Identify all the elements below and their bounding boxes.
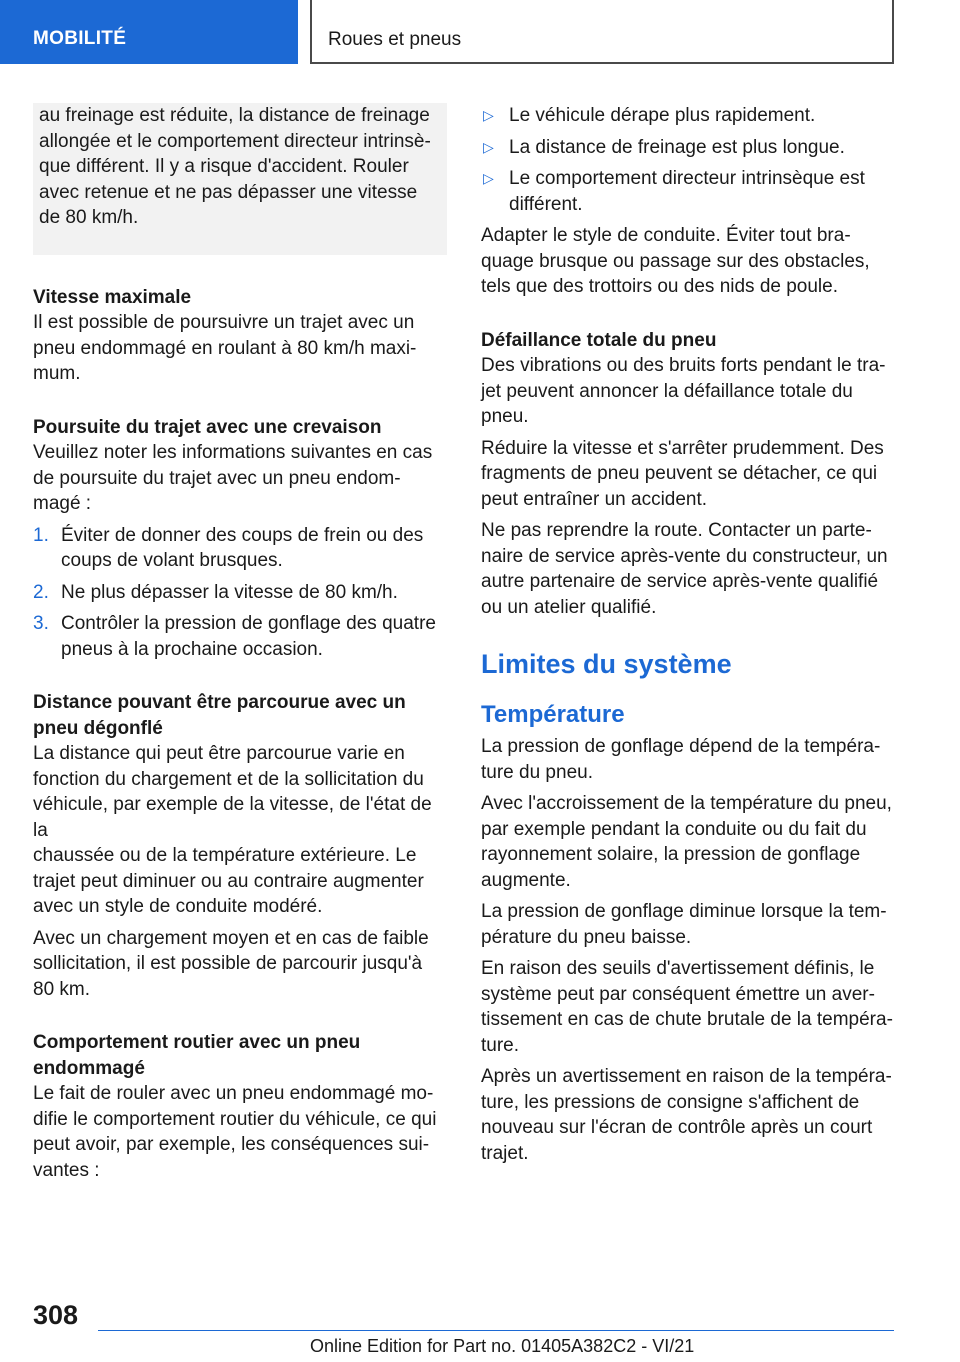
- list-item: [481, 135, 897, 161]
- header-section-tab: [0, 0, 298, 64]
- poursuite-text: Veuillez noter les informations suivantes en cas de poursuite du trajet avec un pneu endom‐ magé :: [33, 442, 433, 514]
- temperature-text-3: La pression de gonflage diminue lorsque la tem‐ pérature du pneu baisse.: [481, 901, 887, 948]
- step-text: Ne plus dépasser la vitesse de 80 km/h.: [61, 581, 398, 603]
- steps-list: [33, 523, 449, 663]
- temperature-heading: Température: [481, 701, 625, 728]
- temperature-text-2: Avec l'accroissement de la température du pneu, par exemple pendant la conduite ou du fait du rayonnement solaire, la pression de gonflage augmente.: [481, 793, 892, 891]
- list-item: [481, 166, 897, 217]
- distance-text-2: Avec un chargement moyen et en cas de faible sollicitation, il est possible de parcourir jusqu'à 80 km.: [33, 927, 429, 1000]
- defaillance-text-1: Des vibrations ou des bruits forts pendant le tra‐ jet peuvent annoncer la défaillance totale du pneu.: [481, 355, 886, 427]
- right-column: [481, 103, 897, 1172]
- temperature-text-1: La pression de gonflage dépend de la tempéra‐ ture du pneu.: [481, 736, 881, 783]
- defaillance-text-2: Réduire la vitesse et s'arrêter prudemment. Des fragments de pneu peuvent se détacher, ce qui peut entraîner un accident.: [481, 437, 884, 510]
- step-number: 3.: [33, 613, 49, 634]
- consequence-text: Le véhicule dérape plus rapidement.: [509, 105, 816, 126]
- comport-text: Le fait de rouler avec un pneu endommagé mo‐ difie le comportement routier du véhicule, ce qui peut avoir, par exemple, les conséquences sui‐ vantes :: [33, 1083, 437, 1181]
- triangle-right-icon: ▷: [483, 170, 494, 186]
- defaillance-heading: Défaillance totale du pneu: [481, 329, 717, 351]
- left-column: [33, 103, 449, 1189]
- temperature-text-4: En raison des seuils d'avertissement définis, le système peut par conséquent émettre un aver‐ tissement en cas de chute brutale de la tempéra‐ ture.: [481, 958, 893, 1056]
- distance-heading: Distance pouvant être parcourue avec un pneu dégonflé: [33, 692, 406, 739]
- header-topic-label: Roues et pneus: [328, 29, 462, 50]
- step-number: 1.: [33, 524, 49, 546]
- list-item: [33, 611, 449, 662]
- step-number: 2.: [33, 581, 49, 603]
- comport-heading: Comportement routier avec un pneu endommagé: [33, 1032, 361, 1079]
- distance-text-1: La distance qui peut être parcourue varie en fonction du chargement et de la sollicitation du véhicule, par exemple de la vitesse, de l'état de la chaussée ou de la température extérieure. Le trajet peut diminuer ou au contraire augmenter avec un style de conduite modéré.: [33, 743, 432, 917]
- consequence-text: La distance de freinage est plus longue.: [509, 136, 845, 158]
- vmax-heading: Vitesse maximale: [33, 286, 192, 308]
- step-text: Contrôler la pression de gonflage des quatre pneus à la prochaine occasion.: [61, 613, 436, 660]
- footer-rule: [98, 1330, 894, 1331]
- adapt-text: Adapter le style de conduite. Éviter tout bra‐ quage brusque ou passage sur des obstacles, tels que des trottoirs ou des nids de poule.: [481, 225, 870, 297]
- poursuite-heading: Poursuite du trajet avec une crevaison: [33, 416, 382, 438]
- defaillance-text-3: Ne pas reprendre la route. Contacter un parte‐ naire de service après-vente du constructeur, un autre partenaire de service après-vente qualifié ou un atelier qualifié.: [481, 520, 888, 618]
- page-number: 308: [33, 1300, 79, 1330]
- temperature-text-5: Après un avertissement en raison de la tempéra‐ ture, les pressions de consigne s'affichent de nouveau sur l'écran de contrôle après un court trajet.: [481, 1066, 892, 1164]
- consequences-list: [481, 103, 897, 217]
- list-item: [481, 103, 897, 129]
- triangle-right-icon: ▷: [483, 138, 494, 155]
- consequence-text: Le comportement directeur intrinsèque est différent.: [509, 168, 865, 215]
- header-section-label: MOBILITÉ: [33, 28, 127, 49]
- limites-heading: Limites du système: [481, 649, 732, 679]
- step-text: Éviter de donner des coups de frein ou des coups de volant brusques.: [61, 524, 424, 571]
- list-item: [33, 523, 449, 574]
- list-item: [33, 580, 449, 606]
- triangle-right-icon: ▷: [483, 107, 494, 123]
- vmax-text: Il est possible de poursuivre un trajet avec un pneu endommagé en roulant à 80 km/h maxi‐ mum.: [33, 312, 417, 384]
- warning-box: [33, 103, 447, 255]
- header-topic-tab: [310, 0, 894, 64]
- footer-edition: Online Edition for Part no. 01405A382C2 - VI/21: [310, 1336, 695, 1356]
- warning-text: au freinage est réduite, la distance de freinage allongée et le comportement directeur intrinsè‐ que différent. Il y a risque d'accident. Rouler avec retenue et ne pas dépasser une vitesse de 80 km/h.: [39, 105, 431, 228]
